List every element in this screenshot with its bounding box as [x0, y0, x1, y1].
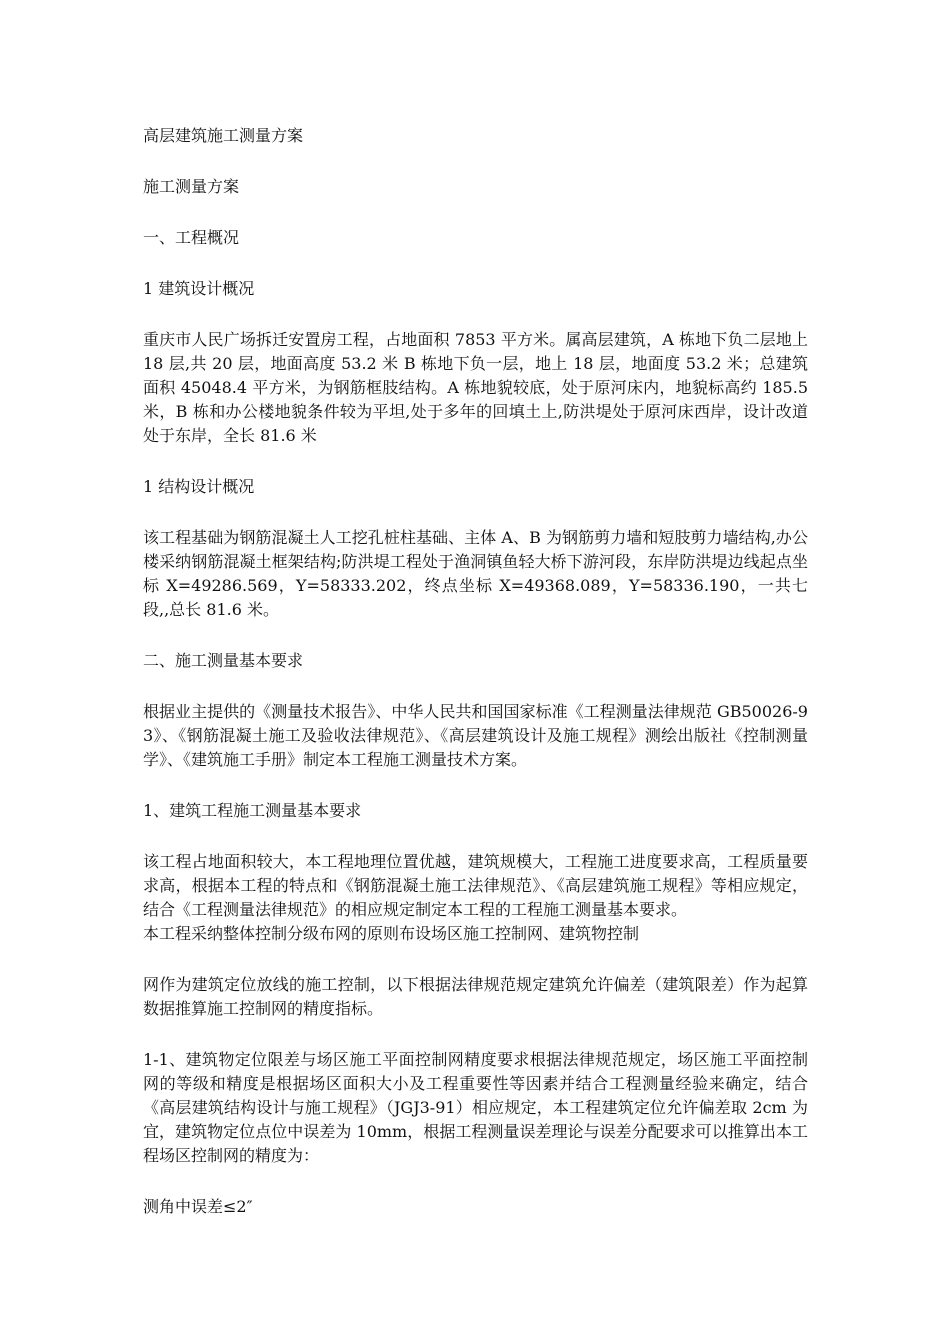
section-heading-survey-requirements: 二、施工测量基本要求 [143, 651, 304, 670]
document-title: 高层建筑施工测量方案 [143, 126, 304, 145]
paragraph-angle-error: 测角中误差≤2″ [143, 1197, 253, 1216]
paragraph-survey-basis: 根据业主提供的《测量技术报告》、中华人民共和国国家标准《工程测量法律规范 GB50026-93》、《钢筋混凝土施工及验收法律规范》、《高层建筑设计及施工规程》测绘出版社《控制测量学》、《建筑施工手册》制定本工程施工测量技术方案。 [143, 702, 808, 769]
document-subtitle: 施工测量方案 [143, 177, 240, 196]
section-heading-project-overview: 一、工程概况 [143, 228, 240, 247]
paragraph-building-survey-b: 本工程采纳整体控制分级布网的原则布设场区施工控制网、建筑物控制 [143, 924, 640, 943]
paragraph-positioning-tolerance: 1-1、建筑物定位限差与场区施工平面控制网精度要求根据法律规范规定，场区施工平面控制网的等级和精度是根据场区面积大小及工程重要性等因素并结合工程测量经验来确定，结合《高层建筑结构设计与施工规程》（JGJ3-91）相应规定，本工程建筑定位允许偏差取 2cm 为宜，建筑物定位点位中误差为 10mm，根据工程测量误差理论与误差分配要求可以推算出本工程场区控制网的精度为： [143, 1050, 808, 1165]
paragraph-structural-design: 该工程基础为钢筋混凝土人工挖孔桩柱基础、主体 A、B 为钢筋剪力墙和短肢剪力墙结构,办公楼采纳钢筋混凝土框架结构;防洪堤工程处于渔洞镇鱼轻大桥下游河段，东岸防洪堤边线起点坐标 X=49286.569，Y=58333.202，终点坐标 X=49368.089，Y=58336.190，一共七段,,总长 81.6 米。 [143, 528, 808, 619]
document-body [143, 124, 808, 1246]
paragraph-building-survey-a: 该工程占地面积较大，本工程地理位置优越，建筑规模大，工程施工进度要求高，工程质量要求高，根据本工程的特点和《钢筋混凝土施工法律规范》、《高层建筑施工规程》等相应规定，结合《工程测量法律规范》的相应规定制定本工程的工程施工测量基本要求。 [143, 852, 808, 919]
paragraph-building-survey-c: 网作为建筑定位放线的施工控制，以下根据法律规范规定建筑允许偏差（建筑限差）作为起算数据推算施工控制网的精度指标。 [143, 975, 808, 1018]
paragraph-architectural-design: 重庆市人民广场拆迁安置房工程，占地面积 7853 平方米。属高层建筑，A 栋地下负二层地上 18 层,共 20 层，地面高度 53.2 米 B 栋地下负一层，地上 18 层，地面度 53.2 米；总建筑面积 45048.4 平方米，为钢筋框肢结构。A 栋地貌较底，处于原河床内，地貌标高约 185.5 米，B 栋和办公楼地貌条件较为平坦,处于多年的回填土上,防洪堤处于原河床西岸，设计改道处于东岸，全长 81.6 米 [143, 330, 808, 445]
section-heading-architectural-design: 1 建筑设计概况 [143, 279, 255, 298]
section-heading-structural-design: 1 结构设计概况 [143, 477, 255, 496]
section-heading-building-survey-requirements: 1、建筑工程施工测量基本要求 [143, 801, 362, 820]
